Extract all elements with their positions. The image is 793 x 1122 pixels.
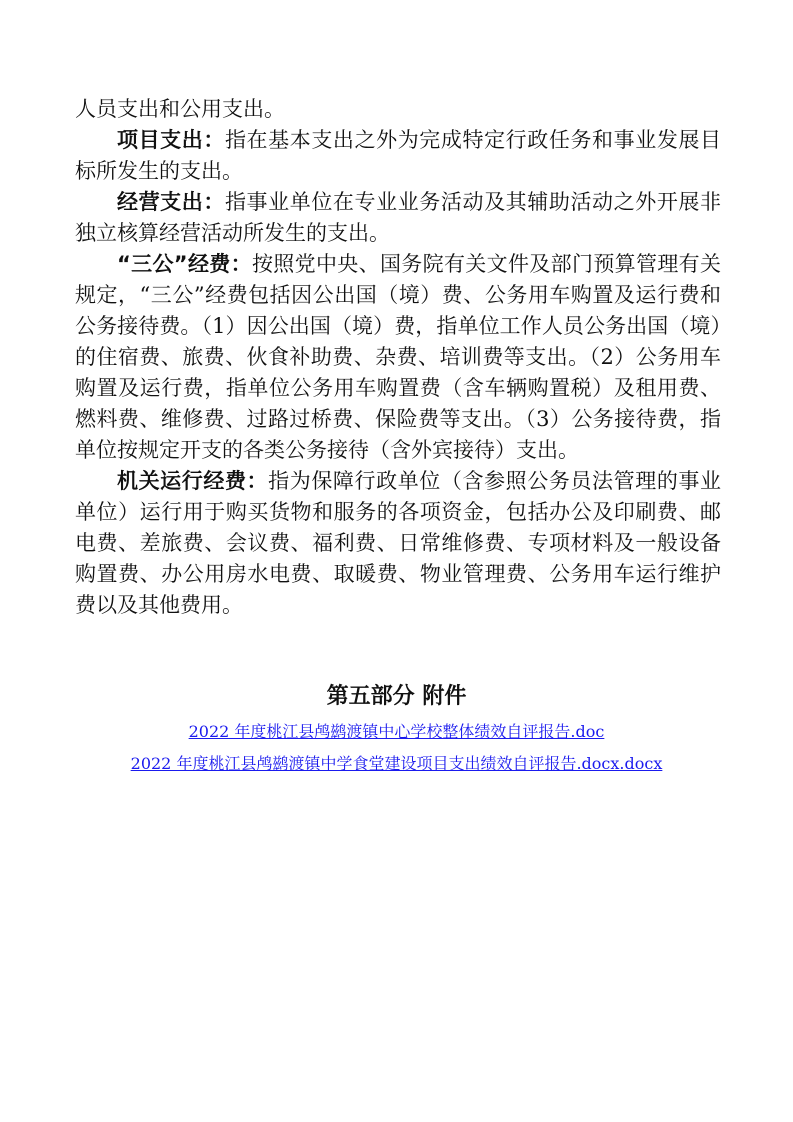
paragraph-operating-expenditure bbox=[75, 187, 721, 249]
paragraph-text: 按照党中央、国务院有关文件及部门预算管理有关规定，“三公”经费包括因公出国（境）费、公务用车购置及运行费和公务接待费。（1）因公出国（境）费，指单位工作人员公务出国（境）的住宿费、旅费、伙食补助费、杂费、培训费等支出。（2）公务用车购置及运行费，指单位公务用车购置费（含车辆购置税）及租用费、燃料费、维修费、过路过桥费、保险费等支出。（3）公务接待费，指单位按规定开支的各类公务接待（含外宾接待）支出。 bbox=[75, 252, 721, 462]
paragraph-text: 指在基本支出之外为完成特定行政任务和事业发展目标所发生的支出。 bbox=[75, 128, 722, 183]
attachment-link-school-report[interactable]: 2022 年度桃江县鸬鹚渡镇中心学校整体绩效自评报告.doc bbox=[188, 722, 605, 741]
section-title: 第五部分 附件 bbox=[326, 684, 467, 709]
term-label: 经营支出： bbox=[117, 190, 225, 214]
paragraph-project-expenditure bbox=[75, 125, 721, 187]
paragraph-continuation bbox=[75, 94, 721, 125]
term-label: 机关运行经费： bbox=[117, 469, 269, 493]
paragraph-text: 人员支出和公用支出。 bbox=[75, 97, 285, 121]
paragraph-text: 指事业单位在专业业务活动及其辅助活动之外开展非独立核算经营活动所发生的支出。 bbox=[75, 190, 722, 245]
paragraph-text: 指为保障行政单位（含参照公务员法管理的事业单位）运行用于购买货物和服务的各项资金，包括办公及印刷费、邮电费、差旅费、会议费、福利费、日常维修费、专项材料及一般设备购置费、办公用房水电费、取暖费、物业管理费、公务用车运行维护费以及其他费用。 bbox=[75, 469, 722, 617]
paragraph-three-public-funds bbox=[75, 249, 721, 466]
term-label: 项目支出： bbox=[117, 128, 225, 152]
attachment-link-canteen-report[interactable]: 2022 年度桃江县鸬鹚渡镇中学食堂建设项目支出绩效自评报告.docx.docx bbox=[130, 754, 663, 773]
term-label: “三公”经费： bbox=[117, 252, 252, 276]
attachment-item bbox=[0, 752, 793, 776]
paragraph-agency-operating-funds bbox=[75, 466, 721, 621]
attachment-item bbox=[0, 720, 793, 744]
body-text bbox=[75, 94, 721, 621]
